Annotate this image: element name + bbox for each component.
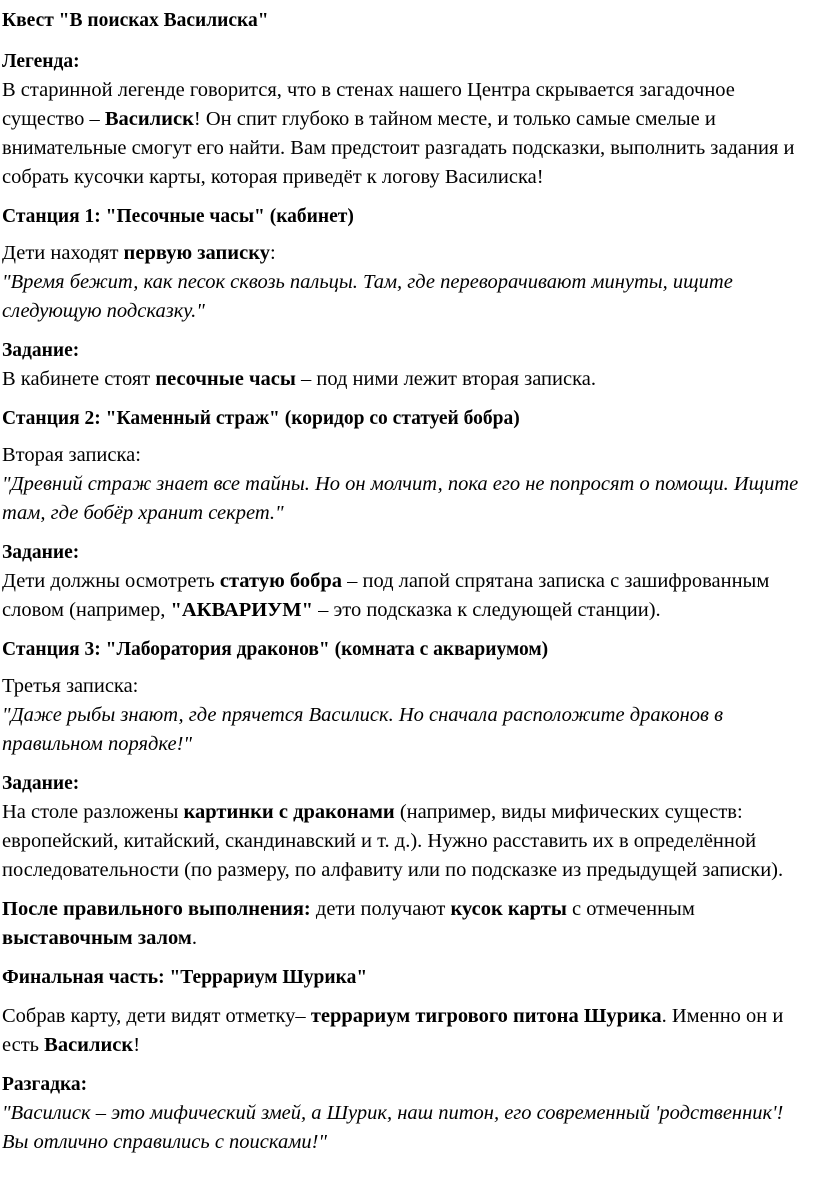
station1-task-part: В кабинете стоят	[2, 368, 156, 390]
station3-task-part: (например, виды мифических существ: европейский, китайский, скандинавский и т. д.). Нужно расставить их в определённой последовательности (по размеру, по алфавиту или по подсказке из предыдущей записки).	[2, 801, 784, 881]
station3-result-part: .	[191, 927, 197, 949]
station2-quote-text: "Древний страж знает все тайны. Но он молчит, пока его не попросят о помощи. Ищите там, где бобёр хранит секрет."	[2, 473, 799, 524]
station3-task	[2, 798, 812, 885]
station1-heading: Станция 1: "Песочные часы" (кабинет)	[2, 206, 354, 227]
station3-task-part: На столе разложены	[2, 801, 184, 823]
answer-quote	[2, 1099, 812, 1157]
station3-quote	[2, 701, 812, 759]
station3-task-heading: Задание:	[2, 773, 80, 794]
station3-task-bold: картинки с драконами	[183, 801, 395, 823]
station3-quote-text: "Даже рыбы знают, где прячется Василиск. Но сначала расположите драконов в правильном порядке!"	[2, 704, 723, 755]
station2-task-bold: статую бобра	[219, 570, 342, 592]
station2-task-part: – это подсказка к следующей станции).	[312, 599, 661, 621]
station3-result-bold-hall: выставочным залом	[2, 927, 192, 949]
station2-task-part: – под лапой спрятана записка с зашифрованным словом (например,	[2, 570, 770, 621]
station1-task	[2, 365, 812, 394]
station3-heading: Станция 3: "Лаборатория драконов" (комната с аквариумом)	[2, 639, 549, 660]
station1-task-bold: песочные часы	[155, 368, 296, 390]
station1-intro-part: Дети находят	[2, 242, 124, 264]
station3-result	[2, 895, 812, 953]
legend-text-part: ! Он спит глубоко в тайном месте, и только самые смелые и внимательные смогут его найти. Вам предстоит разгадать подсказки, выполнить задания и собрать кусочки карты, которая приведёт к логову Василиска!	[2, 108, 795, 188]
station1-intro-part: :	[269, 242, 276, 264]
final-text-bold: террариум тигрового питона Шурика	[310, 1005, 662, 1027]
station2-task-heading: Задание:	[2, 542, 80, 563]
final-text	[2, 1002, 812, 1060]
station2-task-part: Дети должны осмотреть	[2, 570, 220, 592]
station1-quote-text: "Время бежит, как песок сквозь пальцы. Там, где переворачивают минуты, ищите следующую подсказку."	[2, 271, 733, 322]
legend-text	[2, 76, 812, 192]
station3-intro: Третья записка:	[2, 675, 139, 697]
legend-text-part: В старинной легенде говорится, что в стенах нашего Центра скрывается загадочное существо –	[2, 79, 735, 130]
answer-heading: Разгадка:	[2, 1074, 88, 1095]
station2-intro: Вторая записка:	[2, 444, 141, 466]
station1-intro	[2, 239, 812, 268]
final-text-part: Собрав карту, дети видят отметку–	[2, 1005, 311, 1027]
legend-heading: Легенда:	[2, 51, 80, 72]
station1-task-heading: Задание:	[2, 340, 80, 361]
station3-result-bold: После правильного выполнения:	[2, 898, 311, 920]
station1-task-part: – под ними лежит вторая записка.	[295, 368, 596, 390]
station2-quote	[2, 470, 812, 528]
final-text-part: . Именно он и есть	[2, 1005, 784, 1056]
station1-intro-bold: первую записку	[123, 242, 270, 264]
legend-bold-basilisk: Василиск	[104, 108, 194, 130]
document-title: Квест "В поисках Василиска"	[2, 10, 269, 31]
station1-quote	[2, 268, 812, 326]
station2-task-bold-word: "АКВАРИУМ"	[170, 599, 313, 621]
station3-result-bold-map: кусок карты	[450, 898, 567, 920]
final-text-bold-basilisk: Василиск	[44, 1034, 134, 1056]
station2-task	[2, 567, 812, 625]
station2-heading: Станция 2: "Каменный страж" (коридор со статуей бобра)	[2, 408, 520, 429]
final-heading: Финальная часть: "Террариум Шурика"	[2, 967, 368, 988]
station3-result-part: с отмеченным	[566, 898, 695, 920]
station3-result-part: дети получают	[310, 898, 451, 920]
final-text-part: !	[133, 1034, 141, 1056]
answer-quote-text: "Василиск – это мифический змей, а Шурик, наш питон, его современный 'родственник'! Вы отлично справились с поисками!"	[2, 1102, 784, 1153]
